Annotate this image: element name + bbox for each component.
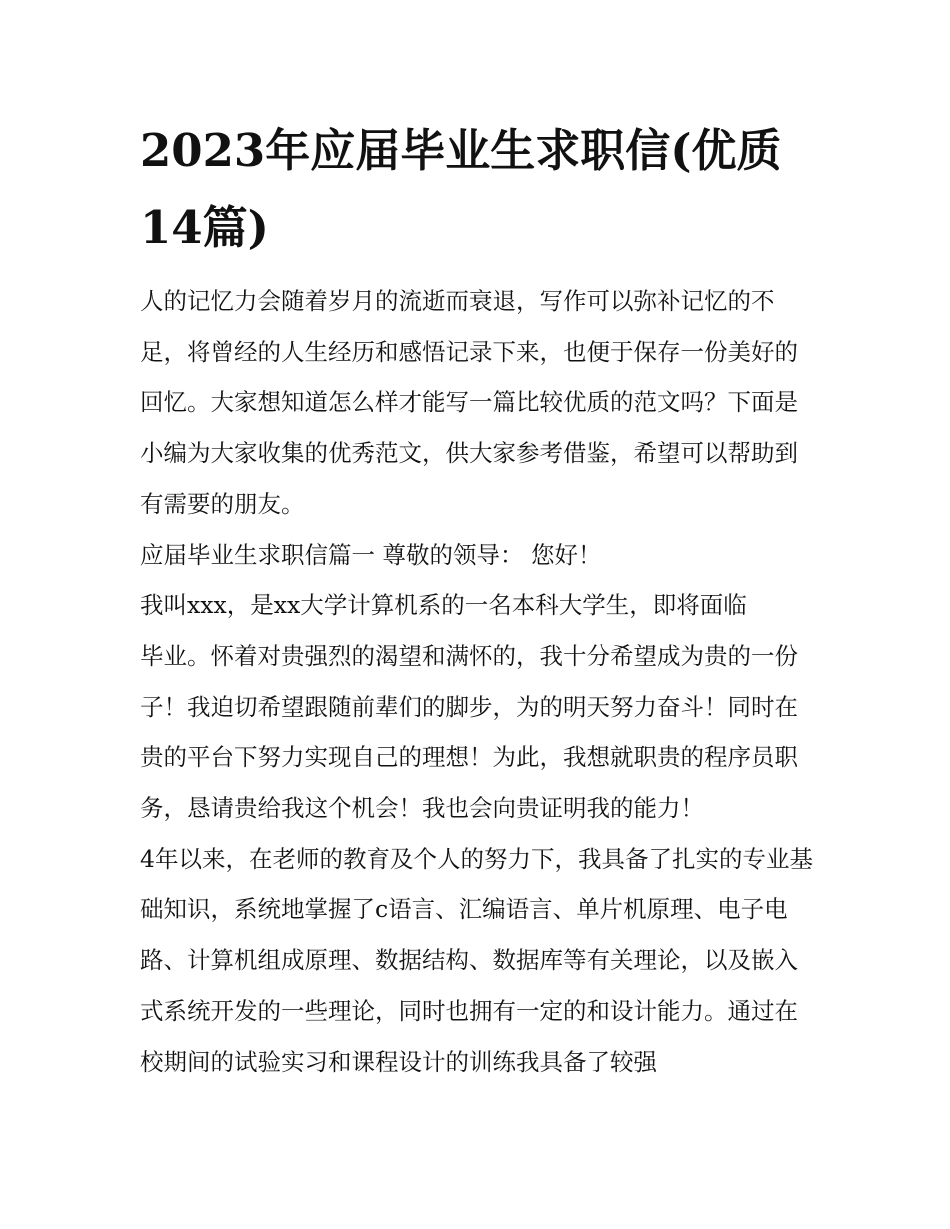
letter-heading-paragraph: 应届毕业生求职信篇一 尊敬的领导： 您好！: [140, 540, 602, 569]
document-body: [140, 276, 815, 1087]
document-title: 2023年应届毕业生求职信(优质14篇): [140, 124, 782, 254]
intro-paragraph: 人的记忆力会随着岁月的流逝而衰退，写作可以弥补记忆的不足，将曾经的人生经历和感悟记录下来，也便于保存一份美好的回忆。大家想知道怎么样才能写一篇比较优质的范文吗？下面是小编为大家收集的优秀范文，供大家参考借鉴，希望可以帮助到有需要的朋友。: [140, 287, 798, 518]
self-intro-paragraph: 我叫xxx，是xx大学计算机系的一名本科大学生，即将面临: [140, 591, 747, 620]
skills-paragraph: 4年以来，在老师的教育及个人的努力下，我具备了扎实的专业基础知识，系统地掌握了c语言、汇编语言、单片机原理、电子电路、计算机组成原理、数据结构、数据库等有关理论，以及嵌入式系统开发的一些理论，同时也拥有一定的和设计能力。通过在校期间的试验实习和课程设计的训练我具备了较强: [140, 844, 813, 1076]
aspiration-paragraph: 毕业。怀着对贵强烈的渴望和满怀的，我十分希望成为贵的一份子！我迫切希望跟随前辈们的脚步，为的明天努力奋斗！同时在贵的平台下努力实现自己的理想！为此，我想就职贵的程序员职务，恳请贵给我这个机会！我也会向贵证明我的能力！: [140, 641, 798, 823]
